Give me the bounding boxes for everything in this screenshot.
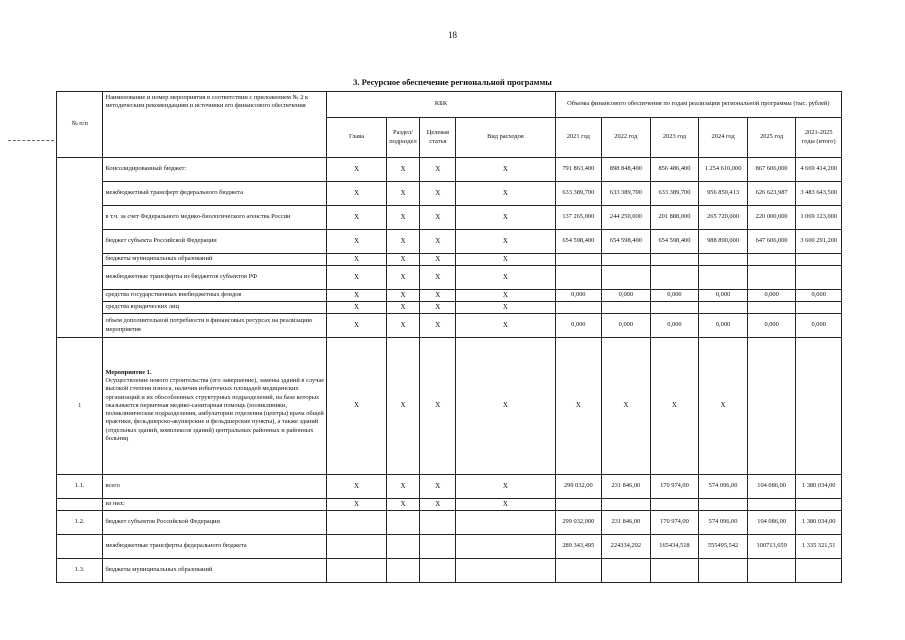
kbk-cell: X <box>456 266 555 290</box>
value-cell: 1 069 123,000 <box>796 206 842 230</box>
value-cell <box>555 499 601 511</box>
value-cell: X <box>650 338 699 475</box>
kbk-cell: X <box>456 290 555 302</box>
kbk-cell: X <box>420 254 456 266</box>
kbk-cell: X <box>386 338 420 475</box>
table-row <box>57 290 842 302</box>
measure-text: Осуществление нового строительства (его завершение), замены зданий в случае высокой степени износа, наличия избыточных площадей медицинских организаций и их обособленных структурных подразделений, на базе которых оказывается первичная медико-санитарная помощь (поликлиники, поликлинические подразделения, амбулатории отделения (центры) врача общей практики, фельдшерско-акушерские и фельдшерские пункты), а также зданий (отдельных зданий, комплексов зданий) центральных районных и районных больниц <box>105 376 325 443</box>
value-cell <box>796 254 842 266</box>
value-cell: 856 486,400 <box>650 158 699 182</box>
kbk-cell: X <box>420 182 456 206</box>
value-cell <box>747 254 796 266</box>
value-cell <box>747 302 796 314</box>
value-cell: 137 265,000 <box>555 206 601 230</box>
row-name: межбюджетные трансферты федерального бюджета <box>103 535 327 559</box>
left-dash-line <box>8 140 54 141</box>
value-cell: 0,000 <box>699 290 748 302</box>
kbk-cell: X <box>456 206 555 230</box>
value-cell: 3 483 643,500 <box>796 182 842 206</box>
value-cell: 867 606,000 <box>747 158 796 182</box>
kbk-cell: X <box>456 182 555 206</box>
value-cell: 104 086,00 <box>747 475 796 499</box>
kbk-cell: X <box>327 254 386 266</box>
value-cell: 299 032,00 <box>555 475 601 499</box>
kbk-cell: X <box>456 314 555 338</box>
value-cell: 633 389,700 <box>650 182 699 206</box>
measure-description <box>103 338 327 475</box>
kbk-cell: X <box>327 338 386 475</box>
value-cell <box>602 266 651 290</box>
value-cell <box>747 266 796 290</box>
value-cell: 265 720,000 <box>699 206 748 230</box>
value-cell <box>602 559 651 583</box>
value-cell: 574 096,00 <box>699 511 748 535</box>
table-row <box>57 314 842 338</box>
header-2025: 2025 год <box>747 118 796 158</box>
value-cell: 626 623,987 <box>747 182 796 206</box>
kbk-cell <box>456 535 555 559</box>
value-cell <box>602 499 651 511</box>
table-row <box>57 475 842 499</box>
kbk-cell: X <box>327 158 386 182</box>
value-cell: 3 600 291,200 <box>796 230 842 254</box>
kbk-cell: X <box>456 158 555 182</box>
kbk-cell: X <box>327 182 386 206</box>
measure-title: Мероприятие 1. <box>105 368 152 376</box>
value-cell: 244 250,000 <box>602 206 651 230</box>
kbk-cell <box>456 559 555 583</box>
value-cell: 1 380 034,00 <box>796 511 842 535</box>
value-cell <box>650 266 699 290</box>
value-cell: 633 389,700 <box>602 182 651 206</box>
header-total: 2021-2025 годы (итого) <box>796 118 842 158</box>
row-name: бюджет субъекта Российской Федерации <box>103 230 327 254</box>
value-cell <box>796 499 842 511</box>
value-cell <box>796 302 842 314</box>
kbk-cell: X <box>386 266 420 290</box>
table-row <box>57 158 842 182</box>
kbk-cell: X <box>456 499 555 511</box>
value-cell: 956 850,413 <box>699 182 748 206</box>
value-cell: 791 863,400 <box>555 158 601 182</box>
row-name: всего <box>103 475 327 499</box>
kbk-cell: X <box>327 290 386 302</box>
kbk-cell <box>386 535 420 559</box>
value-cell <box>555 266 601 290</box>
value-cell <box>747 338 796 475</box>
value-cell <box>699 499 748 511</box>
measure-num: 1 <box>57 338 103 475</box>
kbk-cell <box>420 511 456 535</box>
kbk-cell: X <box>327 314 386 338</box>
header-kbk: КБК <box>327 92 555 118</box>
kbk-cell: X <box>420 206 456 230</box>
row-name: бюджеты муниципальных образований <box>103 559 327 583</box>
row-name: межбюджетный трансферт федерального бюджета <box>103 182 327 206</box>
table-row <box>57 182 842 206</box>
value-cell: 299 032,000 <box>555 511 601 535</box>
kbk-cell: X <box>456 254 555 266</box>
resource-table <box>56 91 842 583</box>
kbk-cell: X <box>327 302 386 314</box>
kbk-cell <box>327 511 386 535</box>
header-glava: Глава <box>327 118 386 158</box>
kbk-cell: X <box>327 475 386 499</box>
value-cell: 100713,659 <box>747 535 796 559</box>
value-cell: 0,000 <box>555 290 601 302</box>
kbk-cell: X <box>420 302 456 314</box>
value-cell: 555495,542 <box>699 535 748 559</box>
value-cell: 220 000,000 <box>747 206 796 230</box>
value-cell: 0,000 <box>699 314 748 338</box>
kbk-cell: X <box>386 314 420 338</box>
kbk-cell <box>327 559 386 583</box>
value-cell <box>602 302 651 314</box>
value-cell: 574 096,00 <box>699 475 748 499</box>
kbk-cell: X <box>386 475 420 499</box>
value-cell: 988 890,000 <box>699 230 748 254</box>
row-name: Консолидированный бюджет: <box>103 158 327 182</box>
value-cell: 0,000 <box>650 314 699 338</box>
kbk-cell: X <box>386 158 420 182</box>
row-num: 1.1. <box>57 475 103 499</box>
header-2021: 2021 год <box>555 118 601 158</box>
value-cell <box>796 559 842 583</box>
kbk-cell: X <box>456 230 555 254</box>
value-cell: 898 848,400 <box>602 158 651 182</box>
value-cell <box>747 499 796 511</box>
value-cell: 0,000 <box>602 290 651 302</box>
row-name: объем дополнительной потребности в финансовых ресурсах на реализацию мероприятия <box>103 314 327 338</box>
table-row <box>57 499 842 511</box>
table-row <box>57 206 842 230</box>
value-cell: 654 598,400 <box>555 230 601 254</box>
kbk-cell: X <box>420 290 456 302</box>
value-cell <box>650 254 699 266</box>
value-cell: 1 335 321,51 <box>796 535 842 559</box>
kbk-cell: X <box>420 314 456 338</box>
value-cell <box>650 302 699 314</box>
kbk-cell: X <box>420 230 456 254</box>
section-title: 3. Ресурсное обеспечение региональной программы <box>353 77 552 87</box>
value-cell: 654 598,400 <box>602 230 651 254</box>
kbk-cell: X <box>327 499 386 511</box>
kbk-cell <box>386 559 420 583</box>
kbk-cell: X <box>386 230 420 254</box>
value-cell <box>796 266 842 290</box>
value-cell <box>650 559 699 583</box>
kbk-cell: X <box>386 254 420 266</box>
table-row <box>57 302 842 314</box>
value-cell: 0,000 <box>650 290 699 302</box>
header-2024: 2024 год <box>699 118 748 158</box>
kbk-cell: X <box>386 499 420 511</box>
kbk-cell: X <box>386 290 420 302</box>
value-cell: 289 343,495 <box>555 535 601 559</box>
kbk-cell <box>420 559 456 583</box>
value-cell: 170 974,00 <box>650 511 699 535</box>
row-num: 1.3. <box>57 559 103 583</box>
value-cell: 0,000 <box>555 314 601 338</box>
table-row <box>57 266 842 290</box>
kbk-cell <box>386 511 420 535</box>
value-cell <box>699 559 748 583</box>
value-cell <box>699 302 748 314</box>
kbk-cell: X <box>420 475 456 499</box>
value-cell: X <box>555 338 601 475</box>
header-name: Наименование и номер мероприятия в соответствии с приложением № 2 к методическим рекомендациям и источники его финансового обеспечения <box>103 92 327 158</box>
value-cell: 0,000 <box>747 290 796 302</box>
value-cell: 224334,292 <box>602 535 651 559</box>
row-name: из них: <box>103 499 327 511</box>
kbk-cell <box>420 535 456 559</box>
header-vid: Вид расходов <box>456 118 555 158</box>
value-cell <box>747 559 796 583</box>
value-cell: 104 086,00 <box>747 511 796 535</box>
value-cell: 654 598,400 <box>650 230 699 254</box>
row-num: 1.2. <box>57 511 103 535</box>
value-cell: 165434,518 <box>650 535 699 559</box>
value-cell <box>699 266 748 290</box>
value-cell: 0,000 <box>796 290 842 302</box>
row-name: в т.ч. за счет Федерального медико-биологического агенства России <box>103 206 327 230</box>
measure-row <box>57 338 842 475</box>
kbk-cell: X <box>420 499 456 511</box>
value-cell: 633 389,700 <box>555 182 601 206</box>
kbk-cell: X <box>386 302 420 314</box>
value-cell <box>796 338 842 475</box>
table-row <box>57 559 842 583</box>
value-cell: 4 669 414,200 <box>796 158 842 182</box>
row-name: межбюджетные трансферты из бюджетов субъектов РФ <box>103 266 327 290</box>
table-row <box>57 511 842 535</box>
kbk-cell: X <box>456 475 555 499</box>
header-2023: 2023 год <box>650 118 699 158</box>
header-celevaya: Целевая статья <box>420 118 456 158</box>
value-cell: 231 846,00 <box>602 511 651 535</box>
row-name: бюджет субъектов Российской Федерации <box>103 511 327 535</box>
kbk-cell: X <box>456 338 555 475</box>
value-cell: 231 846,00 <box>602 475 651 499</box>
value-cell: 0,000 <box>602 314 651 338</box>
value-cell: X <box>602 338 651 475</box>
table-row <box>57 254 842 266</box>
row-num <box>57 499 103 511</box>
kbk-cell: X <box>420 158 456 182</box>
table-row <box>57 535 842 559</box>
row-name: средства государственных внебюджетных фондов <box>103 290 327 302</box>
kbk-cell: X <box>386 182 420 206</box>
value-cell: X <box>699 338 748 475</box>
row-name: средства юридических лиц <box>103 302 327 314</box>
value-cell: 1 254 610,000 <box>699 158 748 182</box>
value-cell: 0,000 <box>796 314 842 338</box>
kbk-cell: X <box>327 206 386 230</box>
value-cell <box>699 254 748 266</box>
kbk-cell <box>456 511 555 535</box>
value-cell: 647 606,000 <box>747 230 796 254</box>
value-cell <box>555 254 601 266</box>
value-cell <box>602 254 651 266</box>
row-name: бюджеты муниципальных образований <box>103 254 327 266</box>
kbk-cell: X <box>456 302 555 314</box>
header-num: № п/п <box>57 92 103 158</box>
value-cell: 201 888,000 <box>650 206 699 230</box>
header-razdel: Раздел/ подраздел <box>386 118 420 158</box>
kbk-cell: X <box>420 266 456 290</box>
table-row <box>57 230 842 254</box>
row-num <box>57 158 103 338</box>
header-volumes: Объемы финансового обеспечения по годам реализации региональной программы (тыс. рублей) <box>555 92 841 118</box>
value-cell: 0,000 <box>747 314 796 338</box>
value-cell: 1 380 034,00 <box>796 475 842 499</box>
kbk-cell: X <box>327 230 386 254</box>
value-cell <box>650 499 699 511</box>
row-num <box>57 535 103 559</box>
value-cell: 170 974,00 <box>650 475 699 499</box>
header-2022: 2022 год <box>602 118 651 158</box>
page-number: 18 <box>448 30 457 40</box>
value-cell <box>555 559 601 583</box>
kbk-cell <box>327 535 386 559</box>
value-cell <box>555 302 601 314</box>
kbk-cell: X <box>327 266 386 290</box>
kbk-cell: X <box>420 338 456 475</box>
kbk-cell: X <box>386 206 420 230</box>
